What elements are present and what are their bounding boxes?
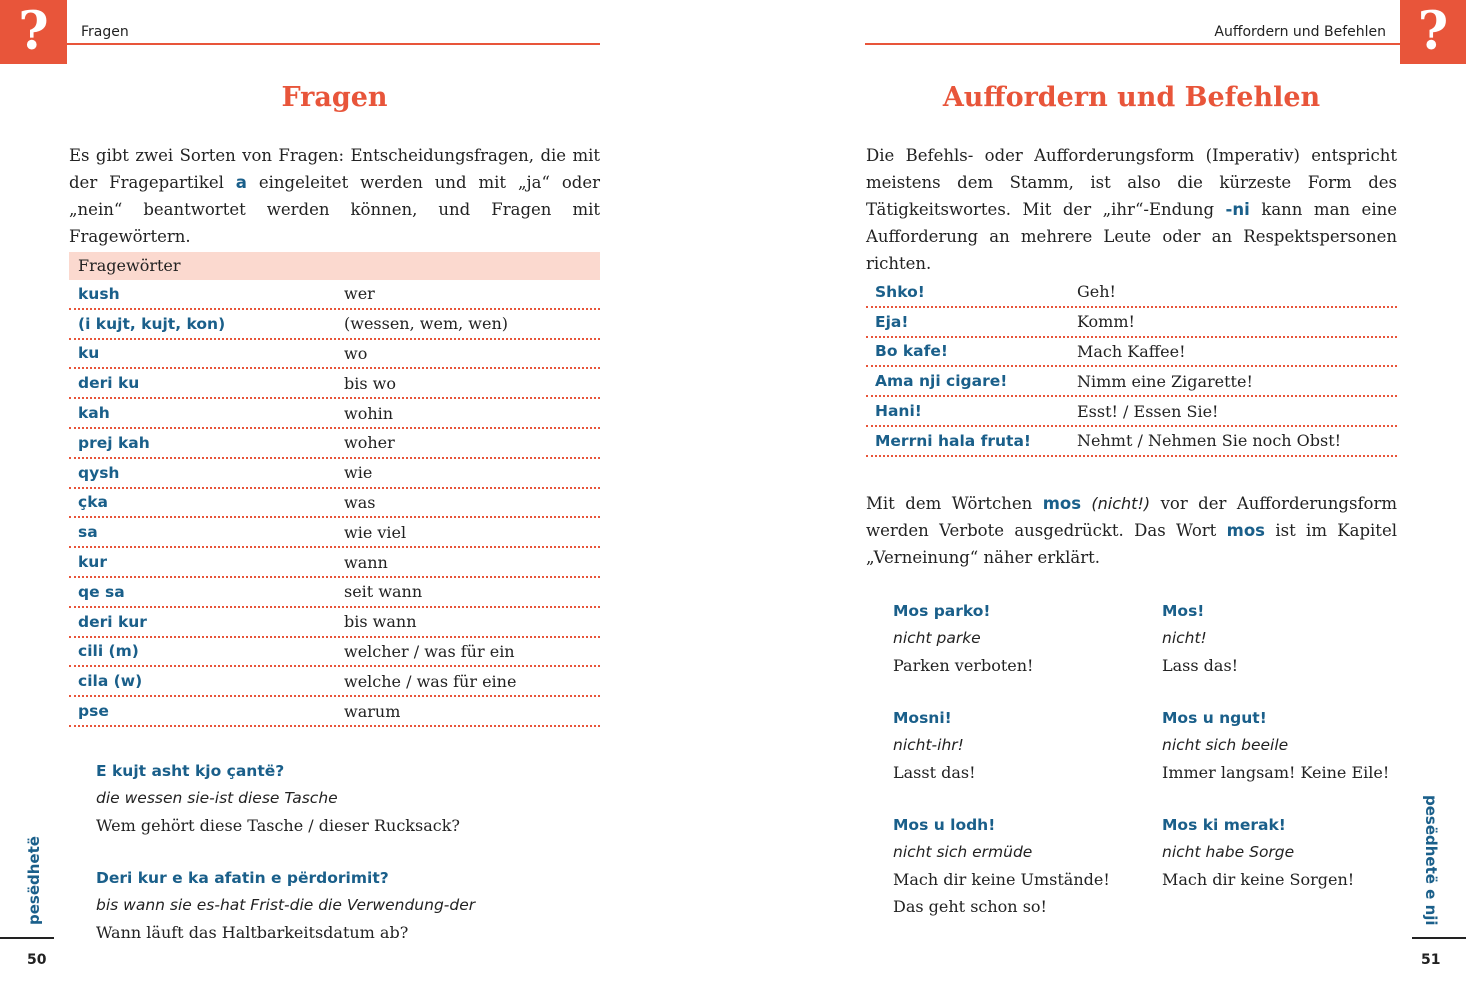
albanian-word: kush: [78, 284, 120, 303]
german-word: woher: [344, 433, 395, 453]
gloss: nicht sich ermüde: [893, 843, 1033, 861]
table-row: [866, 367, 1397, 397]
negation-paragraph: Mit dem Wörtchen mos (nicht!) vor der Aufforderungsform werden Verbote ausgedrückt. Das Wort mos ist im Kapitel „Verneinung“ näher erklärt.: [866, 494, 1398, 567]
german-word: seit wann: [344, 582, 423, 602]
albanian-word: qe sa: [78, 582, 125, 601]
gloss: nicht!: [1162, 629, 1207, 647]
table-row: [69, 369, 600, 399]
german-word: wie viel: [344, 522, 407, 542]
german-word: wie: [344, 463, 373, 483]
header-rule-right: [865, 43, 1400, 45]
translation: Wann läuft das Haltbarkeitsdatum ab?: [96, 923, 409, 942]
page-number-left: 50: [27, 952, 47, 968]
table-row: [69, 697, 600, 727]
german-word: bis wo: [344, 373, 396, 393]
question-mark-icon: ?: [0, 0, 67, 64]
table-row: [69, 608, 600, 638]
example-right: [1162, 598, 1238, 679]
german-word: welcher / was für ein: [344, 641, 515, 661]
albanian-word: deri kur: [78, 612, 147, 631]
translation: Parken verboten!: [893, 656, 1034, 675]
gloss: nicht-ihr!: [893, 736, 964, 754]
gloss: nicht parke: [893, 629, 981, 647]
gloss: bis wann sie es-hat Frist-die die Verwendung-der: [96, 896, 476, 914]
table-row: [69, 280, 600, 310]
translation: Mach dir keine Sorgen!: [1162, 870, 1355, 889]
example-right: [893, 812, 1110, 920]
side-label-right: pesëdhetë e nji: [1422, 795, 1440, 926]
table-row: [69, 399, 600, 429]
albanian-imperative: Merrni hala fruta!: [875, 431, 1031, 450]
table-header: Fragewörter: [69, 252, 600, 280]
example-right: [893, 705, 976, 786]
albanian-word: (i kujt, kujt, kon): [78, 314, 226, 333]
table-row: [69, 638, 600, 668]
albanian-imperative: Bo kafe!: [875, 342, 948, 361]
table-row: [69, 667, 600, 697]
albanian-sentence: Mos u lodh!: [893, 816, 996, 834]
german-word: bis wann: [344, 612, 417, 632]
german-word: (wessen, wem, wen): [344, 314, 508, 334]
german-imperative: Nimm eine Zigarette!: [1077, 371, 1253, 391]
table-row: [69, 459, 600, 489]
table-row: [866, 427, 1397, 457]
german-word: wer: [344, 284, 375, 304]
german-word: wo: [344, 343, 368, 363]
albanian-sentence: Deri kur e ka afatin e përdorimit?: [96, 869, 389, 887]
german-word: was: [344, 492, 376, 512]
albanian-word: prej kah: [78, 433, 150, 452]
page-title-right: Auffordern und Befehlen: [942, 82, 1321, 113]
albanian-word: çka: [78, 493, 108, 512]
german-word: welche / was für eine: [344, 671, 517, 691]
question-words-table: [69, 252, 600, 727]
german-imperative: Esst! / Essen Sie!: [1077, 401, 1219, 421]
albanian-imperative: Shko!: [875, 282, 925, 301]
translation: Lasst das!: [893, 763, 976, 782]
page-title-left: Fragen: [281, 82, 388, 113]
albanian-sentence: Mosni!: [893, 709, 952, 727]
albanian-word: kah: [78, 404, 110, 423]
german-word: wohin: [344, 403, 394, 423]
table-row: [69, 518, 600, 548]
albanian-sentence: Mos!: [1162, 602, 1205, 620]
intro-paragraph-left: Es gibt zwei Sorten von Fragen: Entscheidungsfragen, die mit der Fragepartikel a eingeleitet werden und mit „ja“ oder „nein“ beantwortet werden können, und Fragen mit Fragewörtern.: [69, 146, 600, 246]
albanian-word: kur: [78, 553, 107, 572]
page-number-right: 51: [1421, 952, 1441, 968]
intro-paragraph-right: Die Befehls- oder Aufforderungsform (Imperativ) entspricht meistens dem Stamm, ist also die kürzeste Form des Tätigkeitswortes. Mit der „ihr“-Endung -ni kann man eine Aufforderung an mehrere Leute oder an Respektspersonen richten.: [866, 146, 1397, 273]
german-imperative: Geh!: [1077, 282, 1116, 302]
table-row: [69, 310, 600, 340]
example-right: [1162, 705, 1389, 786]
albanian-sentence: Mos u ngut!: [1162, 709, 1267, 727]
table-row: [69, 340, 600, 370]
translation: Immer langsam! Keine Eile!: [1162, 763, 1390, 782]
albanian-word: cila (w): [78, 672, 143, 691]
albanian-word: qysh: [78, 463, 120, 482]
table-row: [866, 308, 1397, 338]
albanian-word: cili (m): [78, 642, 139, 661]
albanian-sentence: Mos ki merak!: [1162, 816, 1286, 834]
german-imperative: Mach Kaffee!: [1077, 341, 1186, 361]
gloss: nicht sich beeile: [1162, 736, 1289, 754]
gloss: nicht habe Sorge: [1162, 843, 1295, 861]
footer-rule-right: [1412, 937, 1466, 939]
german-word: wann: [344, 552, 388, 572]
running-header-right: Auffordern und Befehlen: [1214, 24, 1386, 40]
albanian-imperative: Eja!: [875, 312, 909, 331]
side-label-left: pesëdhetë: [25, 836, 43, 925]
running-header-left: Fragen: [81, 24, 129, 40]
translation: Lass das!: [1162, 656, 1239, 675]
imperative-table: [866, 278, 1397, 457]
german-word: warum: [344, 701, 401, 721]
albanian-sentence: Mos parko!: [893, 602, 991, 620]
albanian-word: pse: [78, 702, 109, 721]
question-mark-icon: ?: [1400, 0, 1466, 64]
table-row: [866, 397, 1397, 427]
table-row: [866, 278, 1397, 308]
german-imperative: Komm!: [1077, 312, 1135, 332]
albanian-imperative: Ama nji cigare!: [875, 372, 1008, 391]
example-right: [893, 598, 1033, 679]
example-left-1: [96, 758, 460, 839]
translation-continued: Das geht schon so!: [893, 897, 1047, 916]
example-left-2: [96, 865, 475, 946]
albanian-imperative: Hani!: [875, 402, 922, 421]
table-row: [866, 338, 1397, 368]
translation: Mach dir keine Umstände!: [893, 870, 1110, 889]
table-row: [69, 489, 600, 519]
albanian-word: ku: [78, 344, 100, 363]
translation: Wem gehört diese Tasche / dieser Rucksack?: [96, 816, 460, 835]
table-row: [69, 429, 600, 459]
header-rule-left: [67, 43, 600, 45]
albanian-sentence: E kujt asht kjo çantë?: [96, 762, 285, 780]
example-right: [1162, 812, 1354, 893]
albanian-word: deri ku: [78, 374, 140, 393]
table-row: [69, 578, 600, 608]
albanian-word: sa: [78, 523, 98, 542]
gloss: die wessen sie-ist diese Tasche: [96, 789, 338, 807]
table-row: [69, 548, 600, 578]
german-imperative: Nehmt / Nehmen Sie noch Obst!: [1077, 431, 1342, 451]
footer-rule-left: [0, 937, 54, 939]
